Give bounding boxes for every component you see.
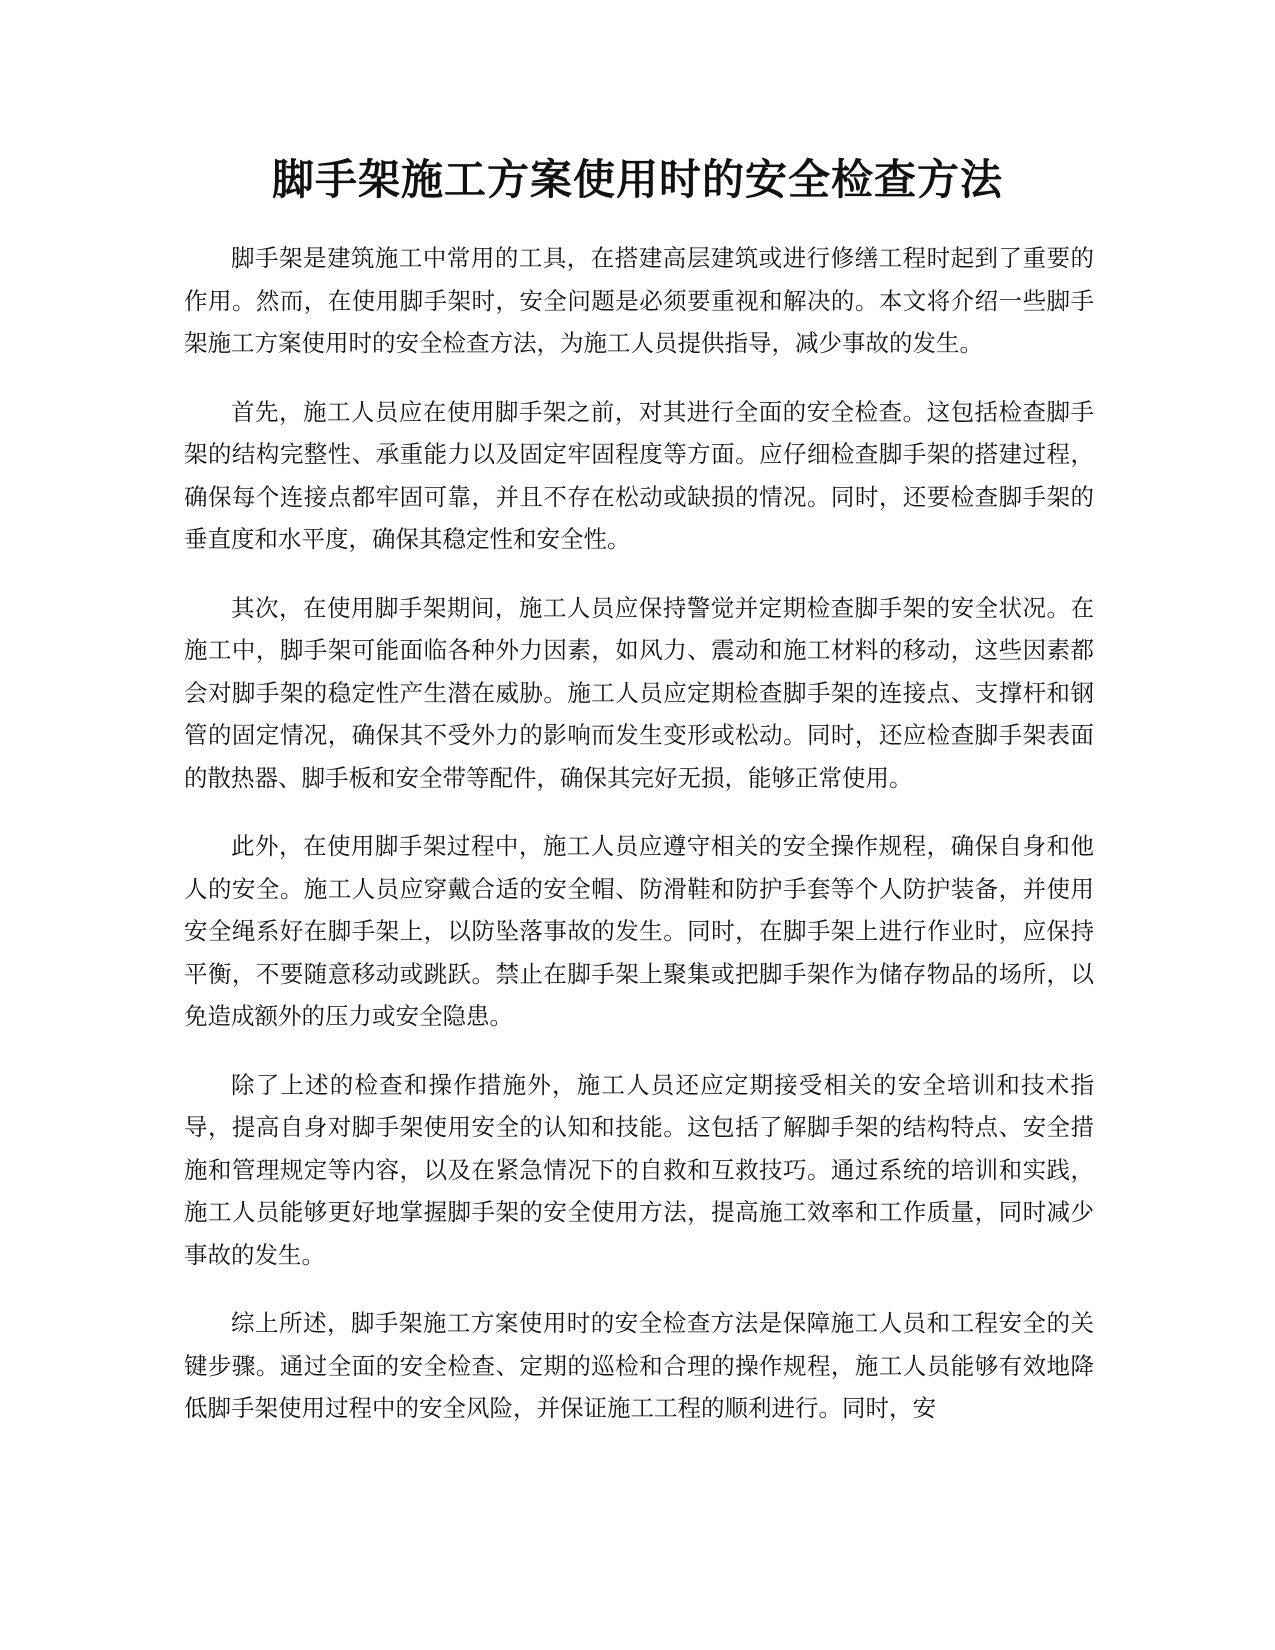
paragraph-intro: 脚手架是建筑施工中常用的工具，在搭建高层建筑或进行修缮工程时起到了重要的作用。然而，在使用脚手架时，安全问题是必须要重视和解决的。本文将介绍一些脚手架施工方案使用时的安全检查方法，为施工人员提供指导，减少事故的发生。 [184, 244, 1094, 357]
document-title: 脚手架施工方案使用时的安全检查方法 [271, 155, 1003, 204]
paragraph-periodic-inspection: 其次，在使用脚手架期间，施工人员应保持警觉并定期检查脚手架的安全状况。在施工中，脚手架可能面临各种外力因素，如风力、震动和施工材料的移动，这些因素都会对脚手架的稳定性产生潜在威胁。施工人员应定期检查脚手架的连接点、支撑杆和钢管的固定情况，确保其不受外力的影响而发生变形或松动。同时，还应检查脚手架表面的散热器、脚手板和安全带等配件，确保其完好无损，能够正常使用。 [184, 593, 1094, 792]
paragraph-pre-use-inspection: 首先，施工人员应在使用脚手架之前，对其进行全面的安全检查。这包括检查脚手架的结构完整性、承重能力以及固定牢固程度等方面。应仔细检查脚手架的搭建过程，确保每个连接点都牢固可靠，并且不存在松动或缺损的情况。同时，还要检查脚手架的垂直度和水平度，确保其稳定性和安全性。 [184, 397, 1094, 553]
paragraph-safe-operation: 此外，在使用脚手架过程中，施工人员应遵守相关的安全操作规程，确保自身和他人的安全。施工人员应穿戴合适的安全帽、防滑鞋和防护手套等个人防护装备，并使用安全绳系好在脚手架上，以防坠落事故的发生。同时，在脚手架上进行作业时，应保持平衡，不要随意移动或跳跃。禁止在脚手架上聚集或把脚手架作为储存物品的场所，以免造成额外的压力或安全隐患。 [184, 832, 1094, 1030]
document-body [184, 237, 1094, 1456]
paragraph-conclusion: 综上所述，脚手架施工方案使用时的安全检查方法是保障施工人员和工程安全的关键步骤。通过全面的安全检查、定期的巡检和合理的操作规程，施工人员能够有效地降低脚手架使用过程中的安全风险，并保证施工工程的顺利进行。同时，安 [184, 1309, 1094, 1422]
paragraph-training: 除了上述的检查和操作措施外，施工人员还应定期接受相关的安全培训和技术指导，提高自身对脚手架使用安全的认知和技能。这包括了解脚手架的结构特点、安全措施和管理规定等内容，以及在紧急情况下的自救和互救技巧。通过系统的培训和实践，施工人员能够更好地掌握脚手架的安全使用方法，提高施工效率和工作质量，同时减少事故的发生。 [184, 1070, 1094, 1269]
